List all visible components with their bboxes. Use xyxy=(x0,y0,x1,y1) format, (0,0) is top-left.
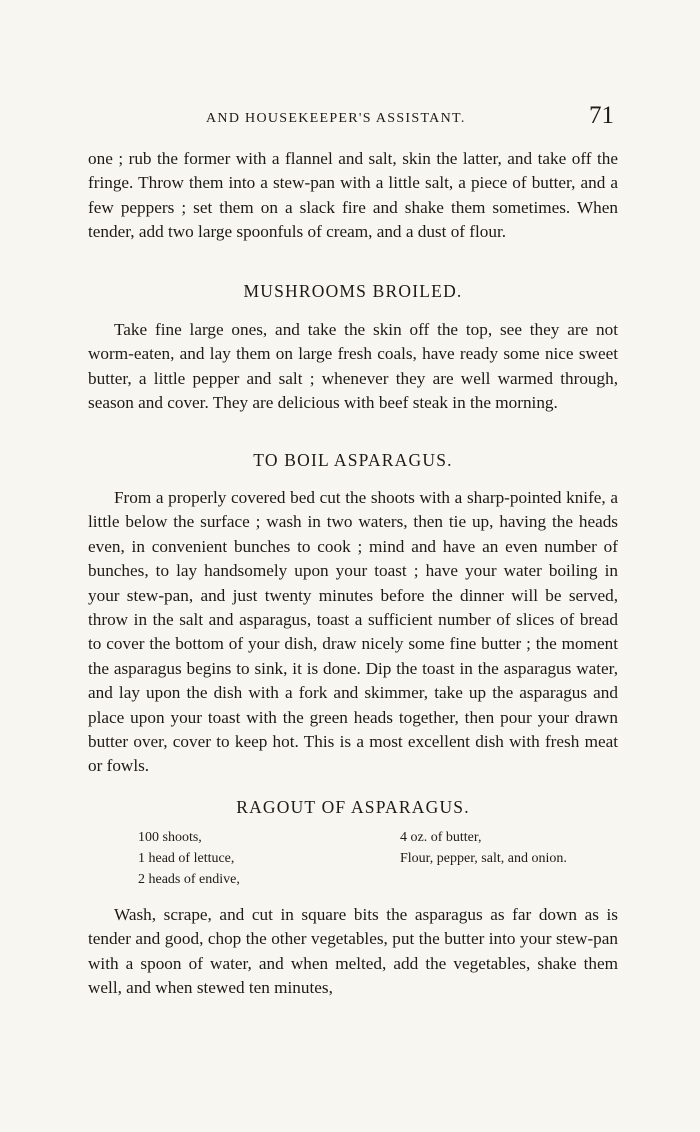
recipe-paragraph-boil-asparagus: From a properly covered bed cut the shoots with a sharp-pointed knife, a little below the surface ; wash in two waters, then tie up, having the heads even, in convenient bunches to cook ; mind and have an even number of bunches, to lay handsomely upon your toast ; have your water boiling in your stew-pan, and just twenty minutes before the dinner will be served, throw in the salt and asparagus, toast a sufficient number of slices of bread to cover the bottom of your dish, draw nicely some fine butter ; the moment the asparagus begins to sink, it is done. Dip the toast in the asparagus water, and lay upon the dish with a fork and skimmer, take up the asparagus and place upon your toast with the green heads together, then pour your drawn butter over, cover to keep hot. This is a most excellent dish with fresh meat or fowls. xyxy=(88,488,618,776)
continuation-paragraph-block xyxy=(88,147,618,245)
recipe-paragraph-mushrooms-broiled: Take fine large ones, and take the skin off the top, see they are not worm-eaten, and lay them on large fresh coals, have ready some nice sweet butter, a little pepper and salt ; whenever they are well warmed through, season and cover. They are delicious with beef steak in the morning. xyxy=(88,320,618,413)
ingredient-item: 1 head of lettuce, xyxy=(138,850,235,866)
running-title: AND HOUSEKEEPER'S ASSISTANT. xyxy=(206,111,466,126)
recipe-title-ragout-asparagus: RAGOUT OF ASPARAGUS. xyxy=(236,797,470,817)
recipe-body-block xyxy=(88,903,618,1001)
recipe-title-boil-asparagus: TO BOIL ASPARAGUS. xyxy=(253,450,453,470)
recipe-paragraph-ragout-asparagus: Wash, scrape, and cut in square bits the asparagus as far down as is tender and good, chop the other vegetables, put the butter into your stew-pan with a spoon of water, and when melted, add the vegetables, shake them well, and when stewed ten minutes, xyxy=(88,905,618,998)
ingredient-item: Flour, pepper, salt, and onion. xyxy=(400,850,567,866)
ingredient-item: 4 oz. of butter, xyxy=(400,830,482,845)
recipe-title-mushrooms-broiled: MUSHROOMS BROILED. xyxy=(243,281,463,301)
recipe-body-block xyxy=(88,318,618,416)
page-number: 71 xyxy=(589,102,614,129)
running-head xyxy=(88,102,618,138)
ingredient-column-left xyxy=(138,828,240,890)
ingredient-column-right xyxy=(400,828,567,870)
continuation-paragraph: one ; rub the former with a flannel and salt, skin the latter, and take off the fringe. Throw them into a stew-pan with a little salt, a piece of butter, and a few peppers ; set them on a slack fire and shake them sometimes. When tender, add two large spoonfuls of cream, and a dust of flour. xyxy=(88,149,618,242)
recipe-body-block xyxy=(88,486,618,779)
ingredient-item: 2 heads of endive, xyxy=(138,871,240,887)
ingredient-item: 100 shoots, xyxy=(138,830,202,845)
